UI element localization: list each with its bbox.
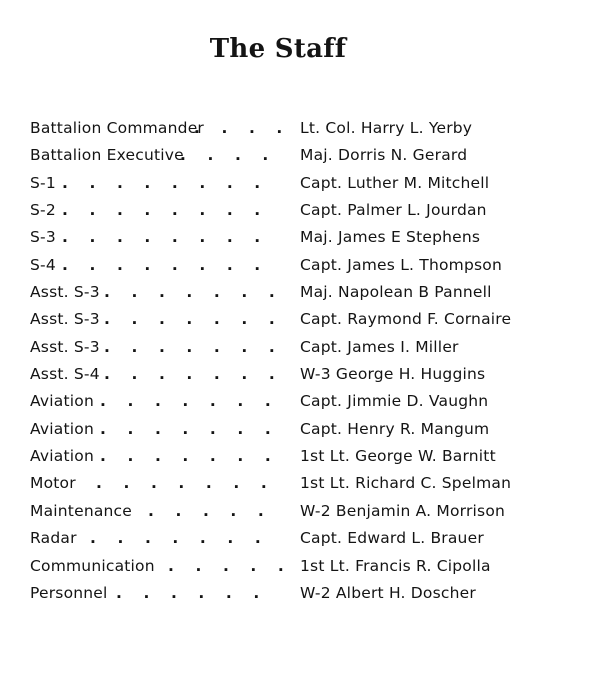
staff-row [0, 197, 600, 224]
staff-role: Maintenance [30, 501, 133, 520]
staff-role: Asst. S-3 [30, 337, 100, 356]
staff-row [0, 525, 600, 552]
dot-leader: . . . . . . . [104, 337, 275, 356]
staff-row [0, 115, 600, 142]
staff-name: 1st Lt. George W. Barnitt [300, 447, 496, 466]
staff-name: W-2 Albert H. Doscher [300, 583, 476, 602]
staff-row [0, 279, 600, 306]
staff-name: Capt. Luther M. Mitchell [300, 173, 490, 192]
dot-leader: . . . . . . . [96, 474, 267, 493]
staff-name: 1st Lt. Francis R. Cipolla [300, 556, 491, 575]
staff-row [0, 334, 600, 361]
staff-name: Capt. Henry R. Mangum [300, 419, 490, 438]
dot-leader: . . . . [194, 119, 283, 137]
staff-row [0, 443, 600, 470]
staff-role: Battalion Commander [30, 119, 205, 137]
dot-leader: . . . . . . . [100, 447, 271, 466]
staff-name: Capt. Jimmie D. Vaughn [300, 392, 489, 411]
staff-row [0, 498, 600, 525]
staff-role: Battalion Executive [30, 146, 184, 165]
staff-row [0, 580, 600, 607]
staff-name: Capt. James L. Thompson [300, 255, 502, 274]
dot-leader: . . . . . . . . [62, 228, 261, 247]
page-title: The Staff [209, 34, 347, 64]
dot-leader: . . . . . [148, 501, 264, 520]
staff-row [0, 361, 600, 388]
dot-leader: . . . . . . . [104, 365, 275, 384]
staff-role: Asst. S-3 [30, 310, 100, 329]
dot-leader: . . . . . . . . [62, 173, 261, 192]
staff-row [0, 388, 600, 415]
staff-name: W-3 George H. Huggins [300, 365, 486, 384]
staff-row [0, 252, 600, 279]
dot-leader: . . . . . . . . [62, 201, 261, 220]
staff-row [0, 170, 600, 197]
staff-name: Capt. Edward L. Brauer [300, 529, 484, 548]
staff-name: W-2 Benjamin A. Morrison [300, 501, 506, 520]
staff-row [0, 470, 600, 497]
staff-role: Aviation [30, 419, 94, 438]
staff-role: S-1 [30, 173, 56, 192]
dot-leader: . . . . . . . [90, 529, 261, 548]
staff-role: Motor [30, 474, 76, 493]
staff-name: Maj. Napolean B Pannell [300, 283, 492, 302]
staff-name: Capt. Raymond F. Cornaire [300, 310, 512, 329]
staff-row [0, 224, 600, 251]
staff-name: Maj. Dorris N. Gerard [300, 146, 468, 165]
staff-row [0, 142, 600, 169]
dot-leader: . . . . . . . [104, 283, 275, 302]
staff-role: Radar [30, 529, 77, 548]
staff-role: Aviation [30, 447, 94, 466]
staff-role: S-4 [30, 255, 56, 274]
staff-role: S-2 [30, 201, 56, 220]
staff-row [0, 416, 600, 443]
staff-name: Lt. Col. Harry L. Yerby [300, 119, 473, 137]
staff-name: 1st Lt. Richard C. Spelman [300, 474, 512, 493]
dot-leader: . . . . . . [116, 583, 260, 602]
dot-leader: . . . . . . . [100, 419, 271, 438]
staff-role: Personnel [30, 583, 108, 602]
staff-role: S-3 [30, 228, 56, 247]
staff-role: Asst. S-3 [30, 283, 100, 302]
dot-leader: . . . . . . . [100, 392, 271, 411]
staff-name: Capt. James I. Miller [300, 337, 459, 356]
dot-leader: . . . . [180, 146, 269, 165]
staff-roster [0, 115, 600, 607]
dot-leader: . . . . . [168, 556, 284, 575]
staff-name: Capt. Palmer L. Jourdan [300, 201, 487, 220]
staff-name: Maj. James E Stephens [300, 228, 481, 247]
staff-role: Aviation [30, 392, 94, 411]
dot-leader: . . . . . . . . [62, 255, 261, 274]
staff-row [0, 306, 600, 333]
staff-row [0, 553, 600, 580]
staff-role: Communication [30, 556, 155, 575]
staff-role: Asst. S-4 [30, 365, 100, 384]
dot-leader: . . . . . . . [104, 310, 275, 329]
